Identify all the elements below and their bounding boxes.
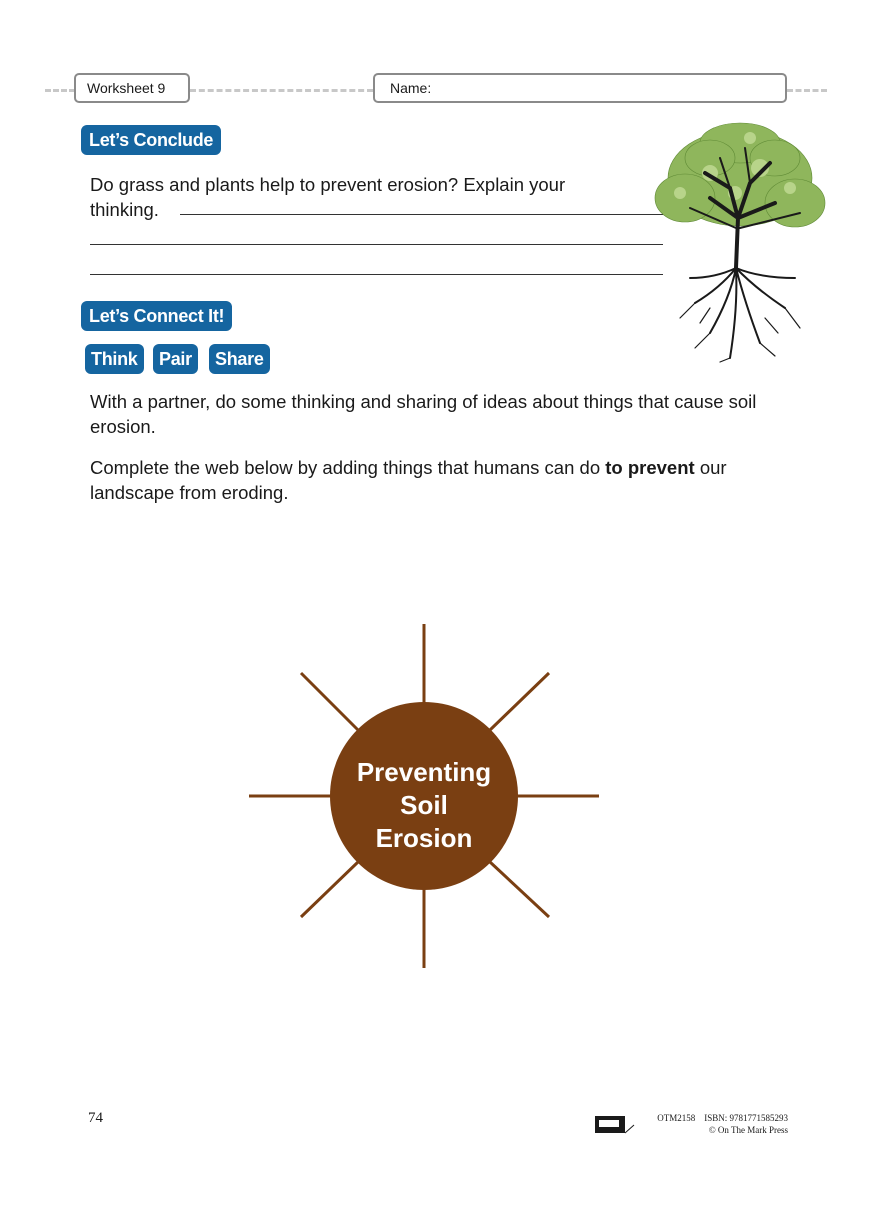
connect-paragraph-1: With a partner, do some thinking and sharing of ideas about things that cause soil erosion.	[90, 391, 757, 437]
worksheet-label: Worksheet 9	[87, 80, 166, 96]
step-share: Share	[209, 344, 270, 374]
name-field[interactable]	[373, 73, 787, 103]
tree-icon	[650, 118, 830, 363]
answer-line-1[interactable]	[180, 214, 663, 215]
lets-conclude-heading: Let’s Conclude	[81, 125, 221, 155]
step-pair: Pair	[153, 344, 198, 374]
footer-isbn: OTM2158 ISBN: 9781771585293	[657, 1113, 788, 1123]
page-number: 74	[88, 1110, 103, 1126]
web-spoke-bottom-right	[490, 862, 549, 917]
header-dashes-middle	[190, 89, 373, 92]
web-center-line-1: Preventing	[356, 757, 492, 787]
publisher-logo-icon	[594, 1113, 636, 1135]
header-dashes-right	[787, 89, 827, 92]
worksheet-label-box	[74, 73, 190, 103]
footer-codes	[644, 1112, 788, 1136]
web-spoke-bottom-left	[301, 862, 358, 917]
web-spoke-top-right	[490, 673, 549, 730]
step-think: Think	[85, 344, 144, 374]
web-spoke-top-left	[301, 673, 358, 730]
web-center-line-3: Erosion	[375, 823, 473, 853]
answer-line-3[interactable]	[90, 274, 663, 275]
paragraph2-text-end: our landscape from eroding.	[90, 457, 727, 503]
lets-connect-heading: Let’s Connect It!	[81, 301, 232, 331]
name-label: Name:	[390, 80, 432, 96]
answer-line-2[interactable]	[90, 244, 663, 245]
web-center-line-2: Soil	[400, 790, 448, 820]
connect-paragraph-2	[90, 455, 780, 505]
header-dashes-left	[45, 89, 75, 92]
paragraph2-bold: to prevent	[605, 457, 695, 478]
paragraph2-text-start: Complete the web below by adding things that humans can do	[90, 457, 606, 478]
concept-web	[0, 610, 877, 1010]
conclude-question-line1: Do grass and plants help to prevent erosion? Explain your	[90, 174, 566, 195]
conclude-question-line2: thinking.	[90, 199, 159, 220]
footer-copyright: © On The Mark Press	[708, 1125, 788, 1135]
